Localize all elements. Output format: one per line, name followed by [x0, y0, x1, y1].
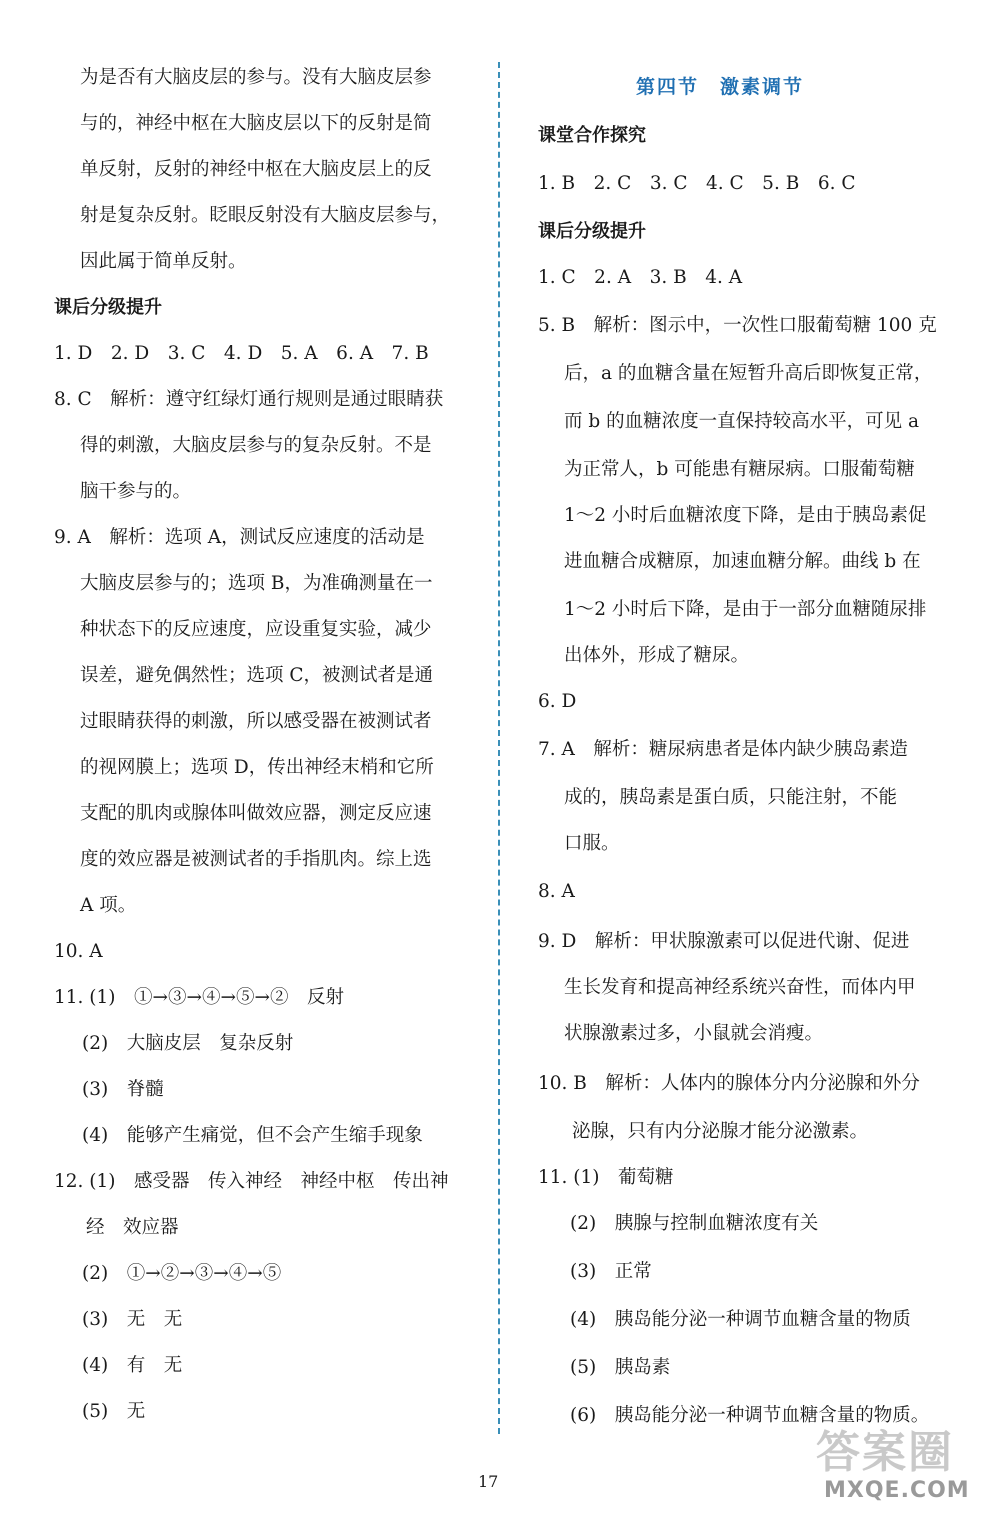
text-line: 后，a 的血糖含量在短暂升高后即恢复正常，	[564, 363, 933, 384]
page-number: 17	[478, 1472, 499, 1491]
answer-line: 10. B 解析：人体内的腺体分内分泌腺和外分	[538, 1073, 920, 1094]
answer-line: 6. D	[538, 691, 577, 712]
answer-line: 10. A	[54, 941, 103, 962]
answer-line: 9. D 解析：甲状腺激素可以促进代谢、促进	[538, 931, 910, 952]
text-line: 脑干参与的。	[80, 481, 192, 502]
text-line: 支配的肌肉或腺体叫做效应器，测定反应速	[80, 803, 432, 824]
answer-line: 8. A	[538, 881, 575, 902]
text-line: 为是否有大脑皮层的参与。没有大脑皮层参	[80, 67, 432, 88]
section-heading: 课后分级提升	[538, 221, 646, 242]
answer-line: 9. A 解析：选项 A，测试反应速度的活动是	[54, 527, 425, 548]
text-line: 1～2 小时后血糖浓度下降，是由于胰岛素促	[564, 505, 927, 526]
sub-answer-line: (3) 正常	[570, 1261, 652, 1282]
text-line: 口服。	[564, 833, 620, 854]
text-line: 误差，避免偶然性；选项 C，被测试者是通	[80, 665, 434, 686]
text-line: 的视网膜上；选项 D，传出神经末梢和它所	[80, 757, 434, 778]
sub-answer-line: (6) 胰岛能分泌一种调节血糖含量的物质。	[570, 1405, 930, 1426]
text-line: 泌腺，只有内分泌腺才能分泌激素。	[572, 1121, 869, 1142]
text-line: 与的，神经中枢在大脑皮层以下的反射是简	[80, 113, 432, 134]
answer-line: 1. D 2. D 3. C 4. D 5. A 6. A 7. B	[54, 343, 429, 364]
sub-answer-line: (2) 大脑皮层 复杂反射	[82, 1033, 294, 1054]
text-line: 大脑皮层参与的；选项 B，为准确测量在一	[80, 573, 433, 594]
sub-answer-line: (4) 有 无	[82, 1355, 183, 1376]
answer-line: 1. C 2. A 3. B 4. A	[538, 267, 743, 288]
sub-answer-line: (4) 能够产生痛觉，但不会产生缩手现象	[82, 1125, 423, 1146]
text-line: 过眼睛获得的刺激，所以感受器在被测试者	[80, 711, 432, 732]
answer-line: 7. A 解析：糖尿病患者是体内缺少胰岛素造	[538, 739, 908, 760]
sub-answer-line: (2) 胰腺与控制血糖浓度有关	[570, 1213, 819, 1234]
text-line: 因此属于简单反射。	[80, 251, 247, 272]
text-line: 度的效应器是被测试者的手指肌肉。综上选	[80, 849, 432, 870]
text-line: 而 b 的血糖浓度一直保持较高水平，可见 a	[564, 411, 920, 432]
watermark-site: MXQE.COM	[824, 1478, 970, 1503]
sub-answer-line: (4) 胰岛能分泌一种调节血糖含量的物质	[570, 1309, 911, 1330]
text-line: 生长发育和提高神经系统兴奋性，而体内甲	[564, 977, 916, 998]
text-line: 进血糖合成糖原，加速血糖分解。曲线 b 在	[564, 551, 921, 572]
text-line: 种状态下的反应速度，应设重复实验，减少	[80, 619, 432, 640]
answer-line: 8. C 解析：遵守红绿灯通行规则是通过眼睛获	[54, 389, 444, 410]
text-line: 射是复杂反射。眨眼反射没有大脑皮层参与，	[80, 205, 451, 226]
section-heading: 课后分级提升	[54, 297, 162, 318]
section-title: 第四节 激素调节	[636, 76, 805, 98]
text-line: 1～2 小时后下降，是由于一部分血糖随尿排	[564, 599, 927, 620]
sub-answer-line: (2) ①→②→③→④→⑤	[82, 1263, 282, 1284]
text-line: 成的，胰岛素是蛋白质，只能注射，不能	[564, 787, 898, 808]
sub-answer-line: (3) 脊髓	[82, 1079, 164, 1100]
text-line: A 项。	[80, 895, 137, 916]
sub-answer-line: (5) 无	[82, 1401, 146, 1422]
text-line: 出体外，形成了糖尿。	[564, 645, 750, 666]
answer-line: 11. (1) 葡萄糖	[538, 1167, 674, 1188]
answer-line: 11. (1) ①→③→④→⑤→② 反射	[54, 987, 345, 1008]
answer-line: 1. B 2. C 3. C 4. C 5. B 6. C	[538, 173, 856, 194]
answer-line: 5. B 解析：图示中，一次性口服葡萄糖 100 克	[538, 315, 937, 336]
section-heading: 课堂合作探究	[538, 125, 646, 146]
text-line: 状腺激素过多，小鼠就会消瘦。	[564, 1023, 824, 1044]
column-divider	[498, 62, 500, 1434]
text-line: 得的刺激，大脑皮层参与的复杂反射。不是	[80, 435, 432, 456]
text-line: 经 效应器	[86, 1217, 179, 1238]
sub-answer-line: (5) 胰岛素	[570, 1357, 671, 1378]
text-line: 单反射，反射的神经中枢在大脑皮层上的反	[80, 159, 432, 180]
answer-line: 12. (1) 感受器 传入神经 神经中枢 传出神	[54, 1171, 449, 1192]
sub-answer-line: (3) 无 无	[82, 1309, 183, 1330]
watermark-logo: 答案圈	[816, 1427, 954, 1478]
text-line: 为正常人，b 可能患有糖尿病。口服葡萄糖	[564, 459, 915, 480]
